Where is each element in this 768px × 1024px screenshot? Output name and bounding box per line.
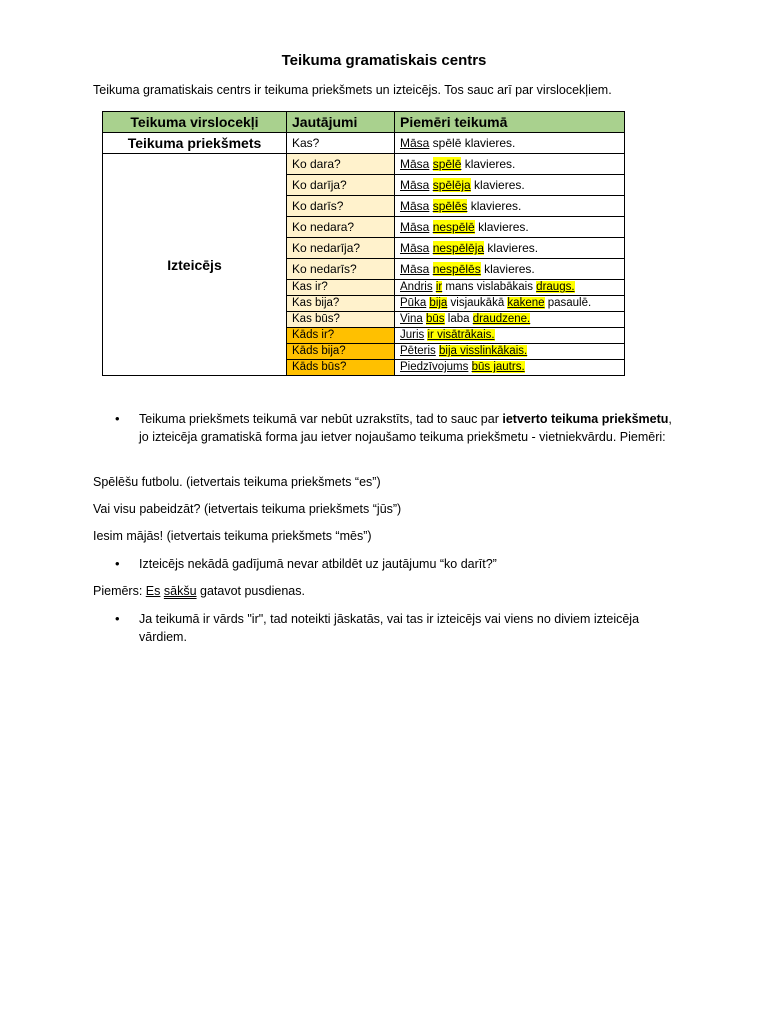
example-line: Vai visu pabeidzāt? (ietvertais teikuma priekšmets “jūs”) [93, 502, 402, 516]
example-rest: klavieres. [474, 220, 529, 234]
header-examples: Piemēri teikumā [395, 112, 625, 133]
example-subject: Juris [400, 329, 425, 341]
intro-paragraph: Teikuma gramatiskais centrs ir teikuma priekšmets un izteicējs. Tos sauc arī par virslocekļiem. [93, 83, 612, 97]
bullet-predicate-rule: • Izteicējs nekādā gadījumā nevar atbildēt uz jautājumu “ko darīt?” [93, 555, 673, 573]
bullet-text: , jo izteicēja gramatiskā forma jau ietver nojaušamo teikuma priekšmetu - vietniekvārdu. Piemēri: [139, 412, 672, 444]
example-line: Spēlēšu futbolu. (ietvertais teikuma priekšmets “es”) [93, 475, 381, 489]
grammar-table [102, 111, 625, 376]
example-cell [395, 133, 625, 154]
example-cell [395, 344, 625, 360]
header-questions: Jautājumi [287, 112, 395, 133]
example-cell [395, 154, 625, 175]
example-cell [395, 360, 625, 376]
subject-label: Teikuma priekšmets [103, 133, 287, 154]
bullet-text: Teikuma priekšmets teikumā var nebūt uzrakstīts, tad to sauc par [139, 412, 503, 426]
example-nominal: būs jautrs. [471, 361, 525, 373]
example-subject: Māsa [400, 136, 430, 150]
example-nominal: ir visātrākais. [427, 329, 495, 341]
example-cell [395, 280, 625, 296]
example-subject: Pēteris [400, 345, 436, 357]
example-subject: Māsa [400, 157, 430, 171]
example-subject: Es [145, 584, 161, 598]
example-subject: Andris [400, 281, 433, 293]
example-rest: klavieres. [480, 262, 535, 276]
example-verb: nespēlē [432, 220, 475, 234]
example-mid: laba [444, 313, 473, 325]
example-verb: ir [435, 281, 443, 293]
example-verb: būs [426, 313, 445, 325]
example-verb: nespēlēja [432, 241, 485, 255]
question-cell: Ko nedarīja? [287, 238, 395, 259]
question-cell: Ko nedarīs? [287, 259, 395, 280]
table-row [103, 154, 625, 175]
example-cell [395, 328, 625, 344]
example-subject: Piedzīvojums [400, 361, 469, 373]
example-cell [395, 259, 625, 280]
example-verb: spēlēs [432, 199, 468, 213]
question-cell: Kāds ir? [287, 328, 395, 344]
bullet-list-2 [93, 555, 673, 573]
example-mid: mans vislabākais [442, 281, 537, 293]
example-subject: Pūka [400, 297, 427, 309]
example-cell [395, 196, 625, 217]
question-cell: Kas ir? [287, 280, 395, 296]
example-rest: spēlē klavieres. [429, 136, 516, 150]
page-title: Teikuma gramatiskais centrs [281, 52, 487, 69]
example-subject: Māsa [400, 241, 430, 255]
example-verb: nespēlēs [432, 262, 481, 276]
example-cell [395, 217, 625, 238]
example-rest: klavieres. [470, 178, 525, 192]
example-nominal: kakene [507, 297, 545, 309]
table-header-row [103, 112, 625, 133]
bullet-implied-subject [93, 410, 673, 446]
bullet-ir-rule: • Ja teikumā ir vārds "ir", tad noteikti jāskatās, vai tas ir izteicējs vai viens no diviem izteicēja vārdiem. [93, 610, 673, 646]
bullet-list-1 [93, 410, 673, 446]
example-verb: sākšu [163, 584, 197, 598]
example-cell [395, 238, 625, 259]
question-cell: Kas? [287, 133, 395, 154]
example-subject: Māsa [400, 262, 430, 276]
question-cell: Kāds bija? [287, 344, 395, 360]
example-subject: Vina [400, 313, 423, 325]
example-rest: gatavot pusdienas. [196, 584, 305, 598]
example-subject: Māsa [400, 220, 430, 234]
example-cell [395, 175, 625, 196]
question-cell: Ko darīja? [287, 175, 395, 196]
question-cell: Kas bija? [287, 296, 395, 312]
example-line: Iesim mājās! (ietvertais teikuma priekšmets “mēs”) [93, 529, 372, 543]
table-row [103, 133, 625, 154]
predicate-label: Izteicējs [103, 154, 287, 376]
example-sentence [93, 584, 305, 598]
example-nominal: draudzene. [472, 313, 531, 325]
bullet-list-3 [93, 610, 673, 646]
question-cell: Ko dara? [287, 154, 395, 175]
example-tail: pasaulē. [544, 297, 592, 309]
example-rest: klavieres. [484, 241, 539, 255]
example-verb: spēlē [432, 157, 462, 171]
example-subject: Māsa [400, 178, 430, 192]
example-mid: visjaukākā [447, 297, 508, 309]
example-subject: Māsa [400, 199, 430, 213]
example-verb: bija [429, 297, 448, 309]
example-rest: klavieres. [461, 157, 516, 171]
question-cell: Ko nedara? [287, 217, 395, 238]
question-cell: Ko darīs? [287, 196, 395, 217]
example-verb: spēlēja [432, 178, 471, 192]
example-cell [395, 312, 625, 328]
question-cell: Kāds būs? [287, 360, 395, 376]
question-cell: Kas būs? [287, 312, 395, 328]
example-cell [395, 296, 625, 312]
example-prefix: Piemērs: [93, 584, 146, 598]
header-members: Teikuma virslocekļi [103, 112, 287, 133]
example-nominal: draugs. [536, 281, 575, 293]
bullet-bold-term: ietverto teikuma priekšmetu [502, 412, 669, 426]
example-rest: klavieres. [467, 199, 522, 213]
example-nominal: bija visslinkākais. [439, 345, 528, 357]
